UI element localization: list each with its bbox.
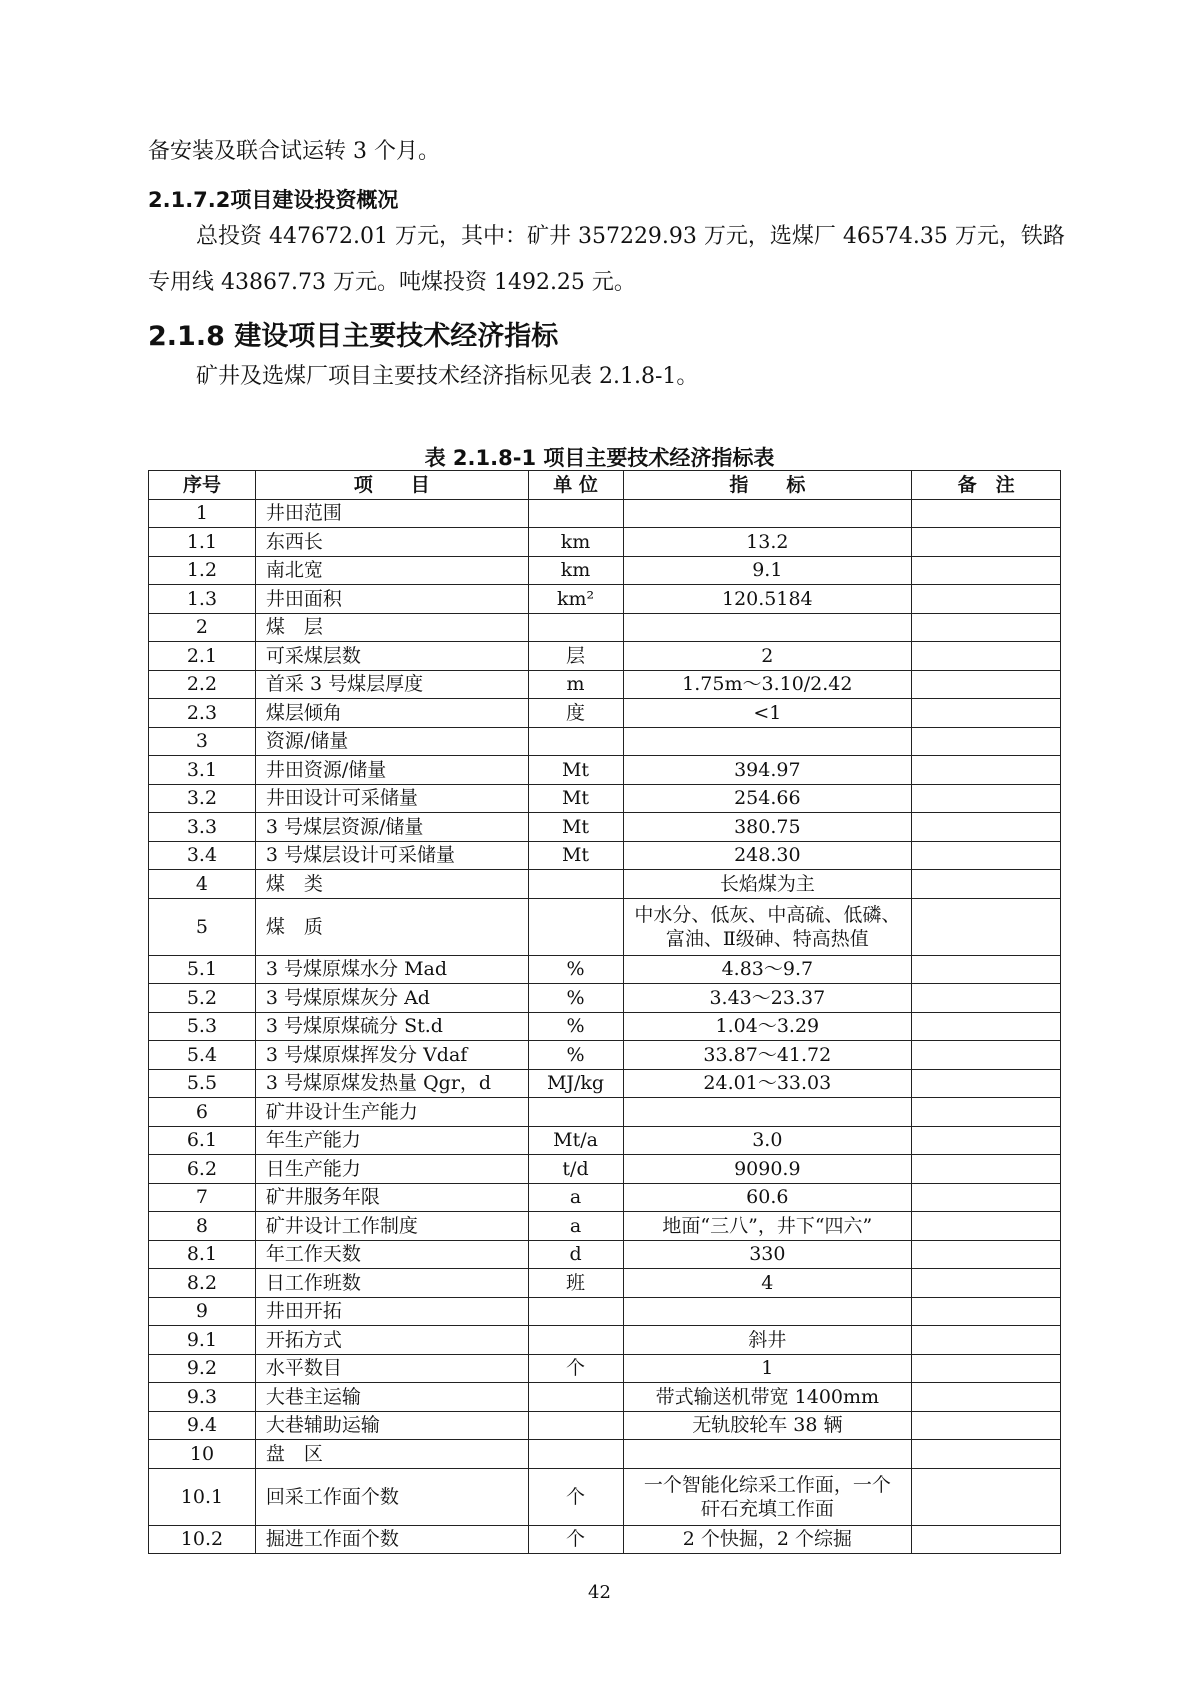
cell-indicator: 24.01～33.03: [623, 1069, 912, 1098]
cell-indicator: [623, 727, 912, 756]
cell-indicator: 1.75m～3.10/2.42: [623, 670, 912, 699]
cell-item: 日生产能力: [255, 1155, 528, 1184]
cell-item: 南北宽: [255, 556, 528, 585]
cell-indicator: <1: [623, 699, 912, 728]
cell-remark: [912, 841, 1061, 870]
cell-indicator: 2: [623, 642, 912, 671]
cell-seq: 6: [149, 1098, 256, 1127]
header-item: 项 目: [255, 471, 528, 500]
cell-remark: [912, 1525, 1061, 1554]
table-row: [149, 870, 1061, 899]
cell-unit: 个: [528, 1354, 623, 1383]
cell-item: 3 号煤层设计可采储量: [255, 841, 528, 870]
cell-seq: 6.1: [149, 1126, 256, 1155]
cell-indicator: 33.87～41.72: [623, 1041, 912, 1070]
cell-indicator: [623, 613, 912, 642]
table-row: [149, 1269, 1061, 1298]
table-row: [149, 556, 1061, 585]
cell-seq: 3.1: [149, 756, 256, 785]
cell-unit: [528, 613, 623, 642]
cell-item: 3 号煤原煤挥发分 Vdaf: [255, 1041, 528, 1070]
cell-unit: %: [528, 984, 623, 1013]
cell-unit: a: [528, 1212, 623, 1241]
cell-unit: [528, 1326, 623, 1355]
cell-remark: [912, 1126, 1061, 1155]
cell-item: 井田资源/储量: [255, 756, 528, 785]
table-row: [149, 955, 1061, 984]
cell-item: 矿井设计生产能力: [255, 1098, 528, 1127]
cell-indicator: 60.6: [623, 1183, 912, 1212]
cell-unit: [528, 727, 623, 756]
cell-remark: [912, 1354, 1061, 1383]
cell-indicator: 4.83～9.7: [623, 955, 912, 984]
table-row: [149, 613, 1061, 642]
table-row: [149, 1240, 1061, 1269]
cell-remark: [912, 1297, 1061, 1326]
cell-unit: km: [528, 528, 623, 557]
cell-unit: %: [528, 1041, 623, 1070]
header-remark: 备 注: [912, 471, 1061, 500]
header-seq: 序号: [149, 471, 256, 500]
cell-indicator: 380.75: [623, 813, 912, 842]
cell-remark: [912, 1440, 1061, 1469]
cell-seq: 6.2: [149, 1155, 256, 1184]
cell-item: 水平数目: [255, 1354, 528, 1383]
cell-unit: Mt/a: [528, 1126, 623, 1155]
cell-unit: [528, 1440, 623, 1469]
table-row: [149, 1155, 1061, 1184]
cell-remark: [912, 1155, 1061, 1184]
cell-remark: [912, 1012, 1061, 1041]
cell-seq: 1: [149, 499, 256, 528]
cell-item: 煤层倾角: [255, 699, 528, 728]
cell-remark: [912, 1240, 1061, 1269]
cell-unit: [528, 1383, 623, 1412]
cell-unit: [528, 898, 623, 955]
table-caption: 表 2.1.8-1 项目主要技术经济指标表: [424, 446, 775, 470]
cell-seq: 10: [149, 1440, 256, 1469]
table-row: [149, 756, 1061, 785]
table-row: [149, 1525, 1061, 1554]
cell-item: 开拓方式: [255, 1326, 528, 1355]
cell-seq: 8: [149, 1212, 256, 1241]
cell-unit: m: [528, 670, 623, 699]
cell-unit: [528, 1297, 623, 1326]
cell-indicator: 9090.9: [623, 1155, 912, 1184]
cell-seq: 9.1: [149, 1326, 256, 1355]
table-row: [149, 1440, 1061, 1469]
table-row: [149, 1012, 1061, 1041]
cell-remark: [912, 898, 1061, 955]
cell-seq: 9: [149, 1297, 256, 1326]
table-intro-paragraph: 矿井及选煤厂项目主要技术经济指标见表 2.1.8-1。: [196, 364, 699, 389]
cell-unit: 层: [528, 642, 623, 671]
table-row: [149, 528, 1061, 557]
header-unit: 单 位: [528, 471, 623, 500]
table-row: [149, 670, 1061, 699]
cell-remark: [912, 613, 1061, 642]
table-row: [149, 813, 1061, 842]
cell-remark: [912, 585, 1061, 614]
table-row: [149, 1297, 1061, 1326]
cell-item: 资源/储量: [255, 727, 528, 756]
cell-unit: 个: [528, 1525, 623, 1554]
cell-item: 井田设计可采储量: [255, 784, 528, 813]
cell-item: 年生产能力: [255, 1126, 528, 1155]
cell-remark: [912, 984, 1061, 1013]
cell-unit: a: [528, 1183, 623, 1212]
table-row: [149, 727, 1061, 756]
cell-seq: 5.2: [149, 984, 256, 1013]
table-row: [149, 1183, 1061, 1212]
cell-seq: 1.1: [149, 528, 256, 557]
table-row: [149, 1098, 1061, 1127]
cell-seq: 7: [149, 1183, 256, 1212]
cell-item: 日工作班数: [255, 1269, 528, 1298]
cell-unit: Mt: [528, 841, 623, 870]
table-row: [149, 1069, 1061, 1098]
cell-item: 首采 3 号煤层厚度: [255, 670, 528, 699]
cell-indicator: 1: [623, 1354, 912, 1383]
cell-seq: 9.2: [149, 1354, 256, 1383]
cell-indicator: 1.04～3.29: [623, 1012, 912, 1041]
cell-item: 井田范围: [255, 499, 528, 528]
cell-item: 3 号煤原煤灰分 Ad: [255, 984, 528, 1013]
table-row: [149, 898, 1061, 955]
cell-remark: [912, 1212, 1061, 1241]
table-row: [149, 1212, 1061, 1241]
cell-indicator: 248.30: [623, 841, 912, 870]
cell-unit: [528, 1098, 623, 1127]
cell-seq: 3: [149, 727, 256, 756]
cell-indicator: [623, 499, 912, 528]
cell-remark: [912, 1041, 1061, 1070]
investment-paragraph-line2: 专用线 43867.73 万元。吨煤投资 1492.25 元。: [148, 270, 636, 295]
cell-remark: [912, 1326, 1061, 1355]
cell-indicator: 254.66: [623, 784, 912, 813]
cell-indicator: 120.5184: [623, 585, 912, 614]
cell-remark: [912, 955, 1061, 984]
paragraph-continuation: 备安装及联合试运转 3 个月。: [148, 139, 440, 164]
cell-item: 3 号煤层资源/储量: [255, 813, 528, 842]
investment-paragraph-line1: 总投资 447672.01 万元，其中：矿井 357229.93 万元，选煤厂 46574.35 万元，铁路: [196, 224, 1065, 249]
cell-item: 煤 层: [255, 613, 528, 642]
cell-item: 东西长: [255, 528, 528, 557]
cell-indicator: 中水分、低灰、中高硫、低磷、 富油、Ⅱ级砷、特高热值: [623, 898, 912, 955]
cell-indicator: 斜井: [623, 1326, 912, 1355]
cell-unit: [528, 499, 623, 528]
cell-indicator: [623, 1297, 912, 1326]
cell-seq: 2.3: [149, 699, 256, 728]
cell-item: 煤 质: [255, 898, 528, 955]
cell-item: 掘进工作面个数: [255, 1525, 528, 1554]
table-header-row: [149, 471, 1061, 500]
cell-indicator: 4: [623, 1269, 912, 1298]
cell-remark: [912, 870, 1061, 899]
cell-seq: 5.4: [149, 1041, 256, 1070]
cell-remark: [912, 1411, 1061, 1440]
cell-unit: 度: [528, 699, 623, 728]
cell-item: 3 号煤原煤发热量 Qgr，d: [255, 1069, 528, 1098]
table-row: [149, 1468, 1061, 1525]
indicator-table: [148, 470, 1061, 1554]
table-row: [149, 1354, 1061, 1383]
cell-item: 盘 区: [255, 1440, 528, 1469]
cell-seq: 5.5: [149, 1069, 256, 1098]
cell-seq: 5.3: [149, 1012, 256, 1041]
table-row: [149, 499, 1061, 528]
cell-seq: 5: [149, 898, 256, 955]
cell-seq: 10.1: [149, 1468, 256, 1525]
cell-remark: [912, 642, 1061, 671]
table-row: [149, 1326, 1061, 1355]
cell-seq: 2.2: [149, 670, 256, 699]
cell-remark: [912, 699, 1061, 728]
cell-seq: 10.2: [149, 1525, 256, 1554]
cell-remark: [912, 1069, 1061, 1098]
table-row: [149, 1411, 1061, 1440]
cell-seq: 1.2: [149, 556, 256, 585]
cell-seq: 8.2: [149, 1269, 256, 1298]
cell-item: 矿井服务年限: [255, 1183, 528, 1212]
table-row: [149, 784, 1061, 813]
cell-unit: 班: [528, 1269, 623, 1298]
cell-unit: %: [528, 955, 623, 984]
section-heading-2-1-8: 2.1.8 建设项目主要技术经济指标: [148, 321, 559, 352]
cell-remark: [912, 1183, 1061, 1212]
cell-item: 回采工作面个数: [255, 1468, 528, 1525]
page-number: 42: [588, 1582, 611, 1603]
cell-unit: t/d: [528, 1155, 623, 1184]
cell-remark: [912, 756, 1061, 785]
cell-remark: [912, 813, 1061, 842]
cell-unit: km²: [528, 585, 623, 614]
cell-seq: 4: [149, 870, 256, 899]
cell-seq: 2.1: [149, 642, 256, 671]
cell-indicator: 3.0: [623, 1126, 912, 1155]
cell-unit: %: [528, 1012, 623, 1041]
cell-indicator: 一个智能化综采工作面，一个 矸石充填工作面: [623, 1468, 912, 1525]
cell-seq: 9.4: [149, 1411, 256, 1440]
cell-unit: Mt: [528, 813, 623, 842]
cell-seq: 3.3: [149, 813, 256, 842]
cell-remark: [912, 528, 1061, 557]
cell-remark: [912, 1098, 1061, 1127]
cell-indicator: 无轨胶轮车 38 辆: [623, 1411, 912, 1440]
header-indicator: 指 标: [623, 471, 912, 500]
section-heading-2-1-7-2: 2.1.7.2项目建设投资概况: [148, 188, 399, 212]
cell-remark: [912, 670, 1061, 699]
cell-item: 可采煤层数: [255, 642, 528, 671]
cell-indicator: 带式输送机带宽 1400mm: [623, 1383, 912, 1412]
cell-unit: [528, 870, 623, 899]
cell-item: 井田面积: [255, 585, 528, 614]
cell-unit: 个: [528, 1468, 623, 1525]
cell-seq: 5.1: [149, 955, 256, 984]
cell-remark: [912, 1269, 1061, 1298]
cell-indicator: [623, 1098, 912, 1127]
cell-remark: [912, 727, 1061, 756]
table-row: [149, 1126, 1061, 1155]
cell-item: 3 号煤原煤水分 Mad: [255, 955, 528, 984]
table-row: [149, 642, 1061, 671]
cell-item: 矿井设计工作制度: [255, 1212, 528, 1241]
cell-unit: [528, 1411, 623, 1440]
cell-item: 3 号煤原煤硫分 St.d: [255, 1012, 528, 1041]
cell-remark: [912, 499, 1061, 528]
cell-unit: d: [528, 1240, 623, 1269]
cell-item: 年工作天数: [255, 1240, 528, 1269]
cell-unit: MJ/kg: [528, 1069, 623, 1098]
cell-indicator: [623, 1440, 912, 1469]
cell-remark: [912, 556, 1061, 585]
cell-unit: Mt: [528, 756, 623, 785]
cell-item: 井田开拓: [255, 1297, 528, 1326]
cell-seq: 2: [149, 613, 256, 642]
cell-seq: 3.4: [149, 841, 256, 870]
cell-indicator: 9.1: [623, 556, 912, 585]
cell-indicator: 地面“三八”，井下“四六”: [623, 1212, 912, 1241]
cell-indicator: 2 个快掘，2 个综掘: [623, 1525, 912, 1554]
cell-seq: 9.3: [149, 1383, 256, 1412]
table-row: [149, 984, 1061, 1013]
cell-item: 煤 类: [255, 870, 528, 899]
table-row: [149, 841, 1061, 870]
cell-remark: [912, 784, 1061, 813]
table-body: [149, 499, 1061, 1554]
cell-seq: 3.2: [149, 784, 256, 813]
cell-unit: km: [528, 556, 623, 585]
cell-seq: 1.3: [149, 585, 256, 614]
cell-indicator: 330: [623, 1240, 912, 1269]
cell-item: 大巷辅助运输: [255, 1411, 528, 1440]
cell-item: 大巷主运输: [255, 1383, 528, 1412]
cell-seq: 8.1: [149, 1240, 256, 1269]
table-row: [149, 1383, 1061, 1412]
cell-indicator: 13.2: [623, 528, 912, 557]
table-row: [149, 1041, 1061, 1070]
cell-unit: Mt: [528, 784, 623, 813]
table-row: [149, 585, 1061, 614]
cell-indicator: 3.43～23.37: [623, 984, 912, 1013]
cell-remark: [912, 1383, 1061, 1412]
cell-indicator: 长焰煤为主: [623, 870, 912, 899]
cell-remark: [912, 1468, 1061, 1525]
cell-indicator: 394.97: [623, 756, 912, 785]
table-row: [149, 699, 1061, 728]
